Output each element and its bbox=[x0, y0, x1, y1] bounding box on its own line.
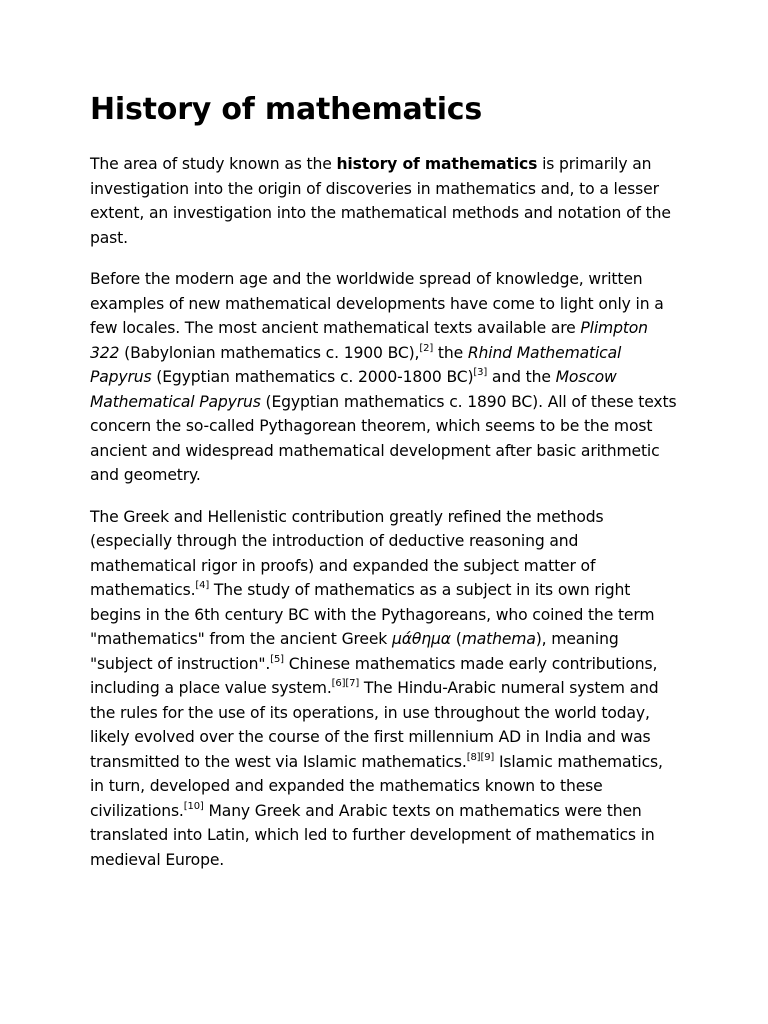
text-run: The study of mathematics as a subject in its own right begins in the 6th century BC with the Pythagoreans, who coined the term "mathematics" from the ancient Greek bbox=[90, 581, 655, 648]
text-run: the bbox=[433, 343, 468, 362]
text-run: (Egyptian mathematics c. 1890 BC). All of these texts concern the so-called Pythagorean theorem, which seems to be the most ancient and widespread mathematical development after basic arithmetic and geometry. bbox=[90, 392, 677, 484]
intro-paragraph bbox=[90, 152, 680, 250]
italic-title: Rhind Mathematical Papyrus bbox=[90, 343, 622, 386]
citation-link[interactable]: [6] bbox=[331, 678, 346, 689]
transliteration: mathema bbox=[461, 630, 536, 648]
greek-word: μάθημα bbox=[392, 630, 451, 648]
citation-link[interactable]: [3] bbox=[473, 367, 488, 378]
text-run: Islamic mathematics, in turn, developed and expanded the mathematics known to these civilizations. bbox=[90, 752, 663, 820]
citation-link[interactable]: [2] bbox=[419, 342, 434, 354]
bold-term: history of mathematics bbox=[336, 155, 538, 173]
text-run: is primarily an investigation into the origin of discoveries in mathematics and, to a lesser extent, an investigation into the mathematical methods and notation of the past. bbox=[90, 155, 671, 247]
ancient-texts-paragraph bbox=[90, 267, 680, 488]
text-run: Many Greek and Arabic texts on mathematics were then translated into Latin, which led to further development of mathematics in medieval Europe. bbox=[90, 801, 655, 869]
text-run: ), meaning "subject of instruction". bbox=[90, 630, 619, 673]
text-run: Before the modern age and the worldwide spread of knowledge, written examples of new mathematical developments have come to light only in a few locales. The most ancient mathematical texts available are bbox=[90, 270, 664, 337]
greek-contribution-paragraph bbox=[90, 505, 680, 873]
text-run: ( bbox=[450, 630, 462, 648]
citation-link[interactable]: [5] bbox=[270, 653, 284, 665]
text-run: and the bbox=[487, 368, 556, 386]
article-title: History of mathematics bbox=[90, 92, 483, 127]
text-run: The area of study known as the bbox=[90, 155, 337, 173]
text-run: (Babylonian mathematics c. 1900 BC), bbox=[119, 343, 420, 362]
citation-link[interactable]: [9] bbox=[480, 751, 495, 763]
text-run: (Egyptian mathematics c. 2000-1800 BC) bbox=[151, 368, 474, 386]
citation-link[interactable]: [7] bbox=[345, 678, 360, 689]
citation-link[interactable]: [4] bbox=[195, 580, 210, 591]
text-run: Chinese mathematics made early contributions, including a place value system. bbox=[90, 654, 658, 697]
italic-title: Moscow Mathematical Papyrus bbox=[90, 368, 617, 411]
italic-title: Plimpton 322 bbox=[90, 319, 648, 362]
citation-link[interactable]: [8] bbox=[466, 751, 481, 763]
text-run: The Greek and Hellenistic contribution greatly refined the methods (especially through the introduction of deductive reasoning and mathematical rigor in proofs) and expanded the subject matter of mathematics. bbox=[90, 507, 604, 599]
text-run: The Hindu-Arabic numeral system and the rules for the use of its operations, in use throughout the world today, likely evolved over the course of the first millennium AD in India and was transmitted to the west via Islamic mathematics. bbox=[90, 679, 659, 771]
citation-link[interactable]: [10] bbox=[183, 800, 204, 812]
document-page bbox=[90, 86, 680, 872]
